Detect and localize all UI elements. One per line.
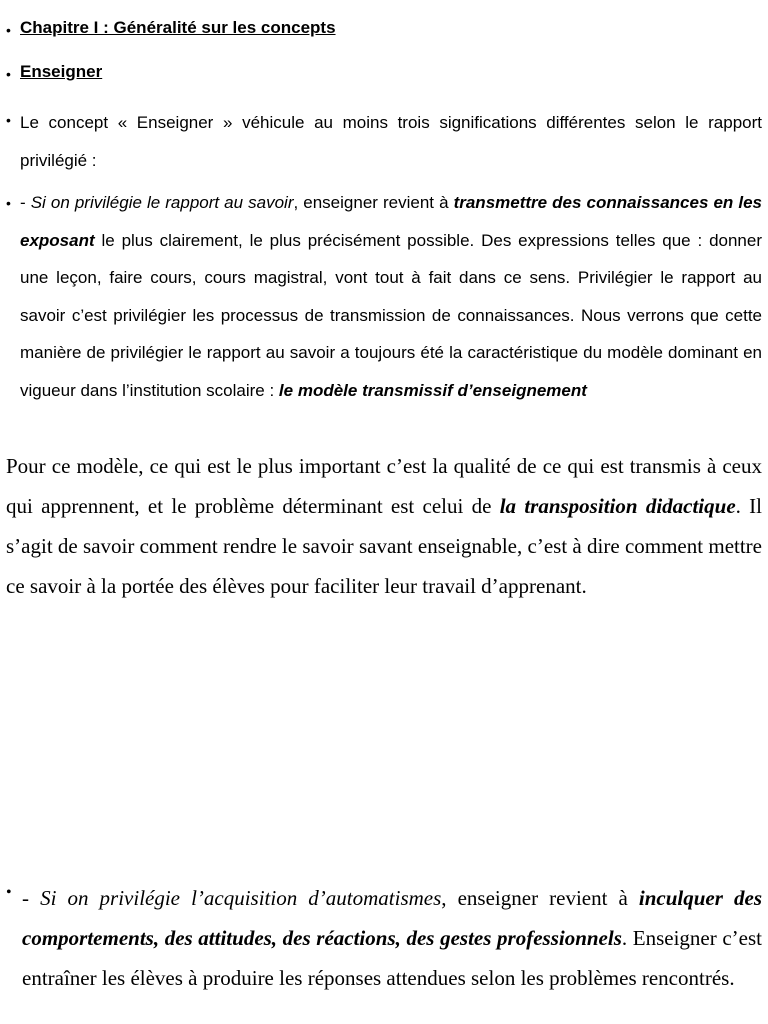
bullet-icon: • [6,884,12,901]
key-term: la transposition didactique [499,494,736,518]
body-text: Pour ce modèle, ce qui est le plus important c’est la qualité de ce qui est transmis à ceux qui apprennent, et le problème déterminant est celui de [6,454,762,518]
lead-phrase: Si on privilégie l’acquisition d’automatismes [40,886,442,910]
automatism-section [0,878,768,1024]
bullet-icon: • [6,195,11,211]
slide-text-section [0,0,768,434]
connector-text: , enseigner revient à [441,886,639,910]
dash-text: - [20,193,31,212]
model-term: le modèle transmissif d’enseignement [278,380,587,400]
body-text: . Enseigner c’est entraîner les élèves à produire les réponses attendues selon les problèmes rencontrés. [22,926,762,990]
bullet-icon: • [6,66,11,82]
body-text: le plus clairement, le plus précisément possible. Des expressions telles que : donner une leçon, faire cours, cours magistral, vont tout à fait dans ce sens. Privilégier le rapport au savoir c’est privilégier les processus de transmission de connaissances. Nous verrons que cette manière de privilégier le rapport au savoir a toujours été la caractéristique du modèle dominant en vigueur dans l’institution scolaire : [20,230,762,400]
key-phrase: transmettre des connaissances en les exposant [20,193,762,250]
bullet-icon: • [6,22,11,38]
bullet-icon: • [6,112,11,128]
knowledge-paragraph [20,184,762,409]
lead-phrase: Si on privilégie le rapport au savoir [30,193,294,212]
transposition-paragraph [6,446,762,606]
automatism-paragraph [22,878,762,998]
connector-text: , enseigner revient à [293,193,454,212]
section-heading: Enseigner [20,62,103,81]
intro-paragraph: Le concept « Enseigner » véhicule au moins trois significations différentes selon le rapport privilégié : [20,113,762,170]
dash-text: - [22,886,41,910]
chapter-heading: Chapitre I : Généralité sur les concepts [20,18,336,37]
body-text: . Il s’agit de savoir comment rendre le savoir savant enseignable, c’est à dire comment mettre ce savoir à la portée des élèves pour faciliter leur travail d’apprenant. [6,494,762,598]
key-phrase: inculquer des comportements, des attitudes, des réactions, des gestes professionnels [22,886,762,950]
